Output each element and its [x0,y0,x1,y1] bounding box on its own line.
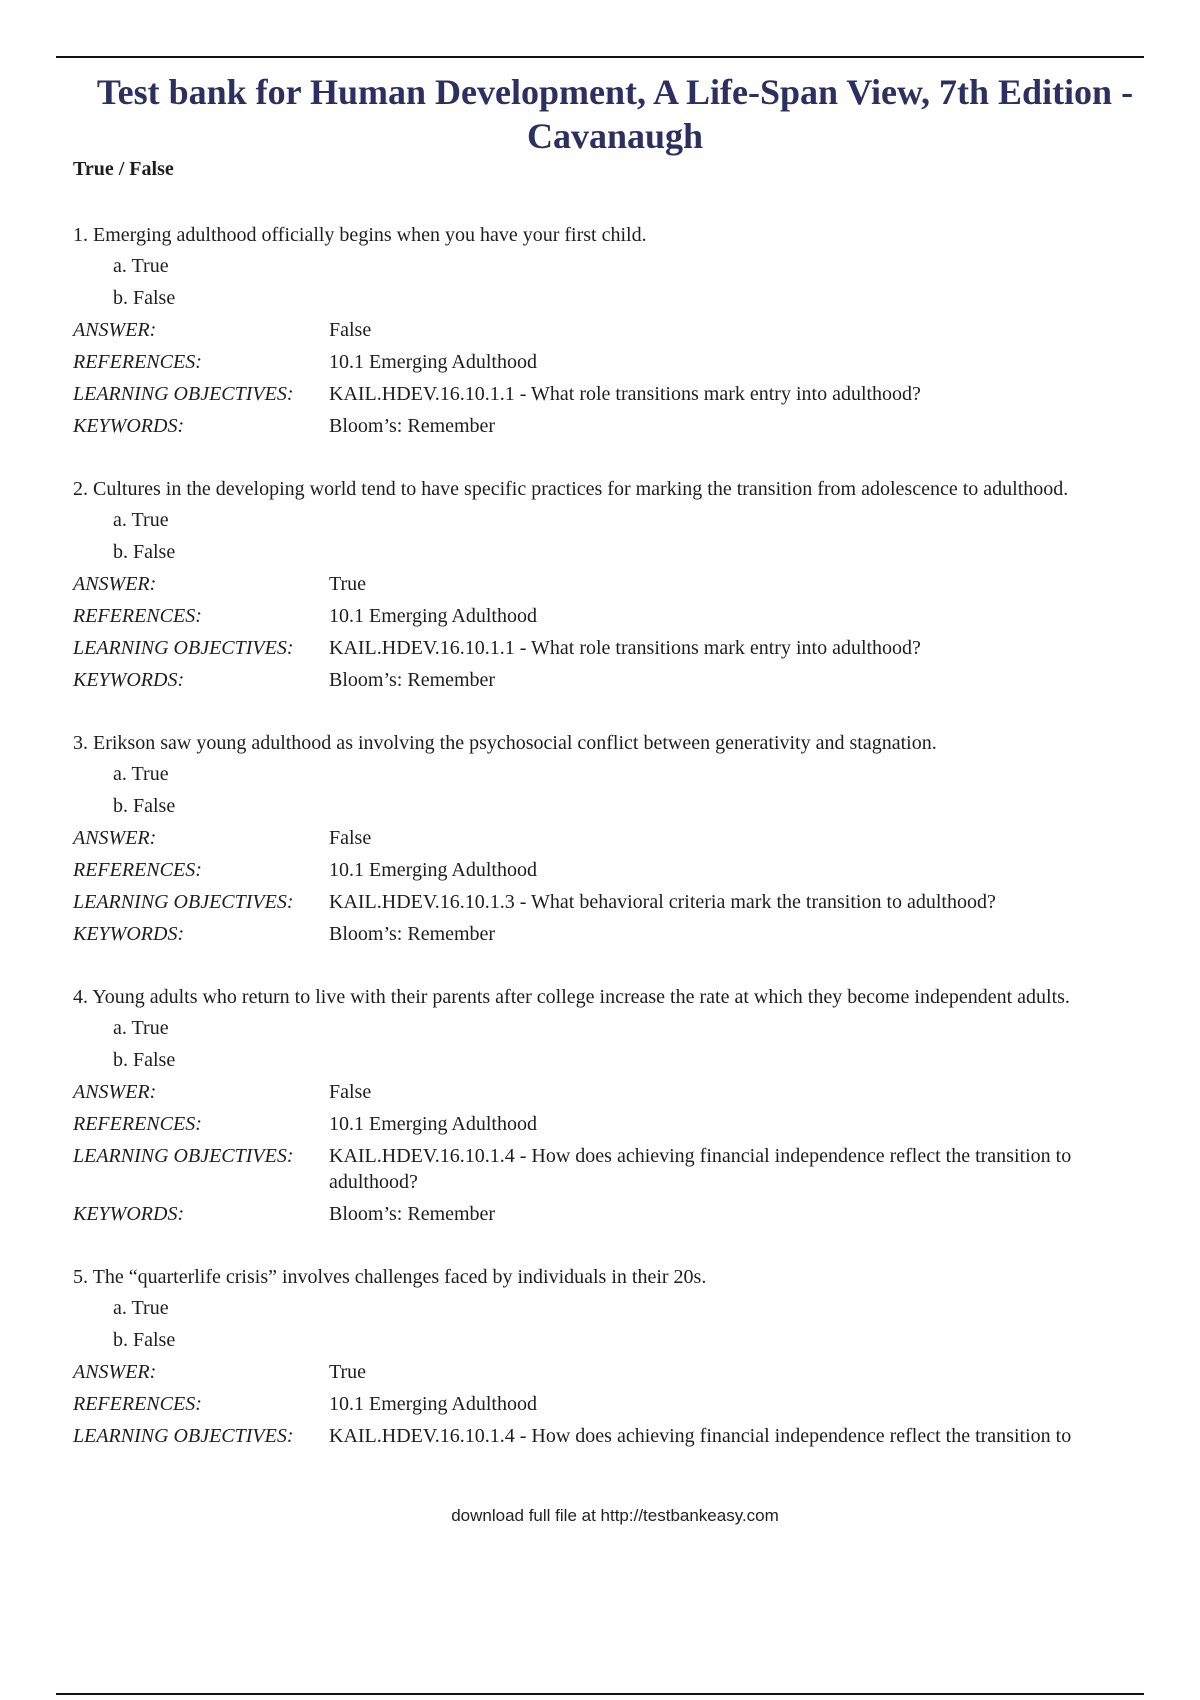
keywords-value: Bloom’s: Remember [329,1203,496,1225]
keywords-label: KEYWORDS: [73,669,185,691]
keywords-label: KEYWORDS: [73,923,185,945]
question-text: 5. The “quarterlife crisis” involves challenges faced by individuals in their 20s. [73,1266,707,1288]
answer-label: ANSWER: [73,1361,157,1383]
question-5 [73,1264,1153,1452]
bottom-rule [56,1693,1144,1695]
option-a: a. True [113,255,169,277]
option-a: a. True [113,763,169,785]
learning-objectives-label: LEARNING OBJECTIVES: [73,1425,294,1447]
answer-label: ANSWER: [73,1081,157,1103]
keywords-row [73,918,1153,950]
question-text: 3. Erikson saw young adulthood as involving the psychosocial conflict between generativity and stagnation. [73,732,937,754]
question-2 [73,476,1153,696]
keywords-row [73,1198,1153,1230]
learning-objectives-value: KAIL.HDEV.16.10.1.4 - How does achieving financial independence reflect the transition to adulthood? [329,1145,1072,1193]
keywords-row [73,410,1153,442]
references-label: REFERENCES: [73,1393,202,1415]
references-label: REFERENCES: [73,1113,202,1135]
answer-label: ANSWER: [73,827,157,849]
learning-objectives-row [73,1420,1153,1452]
document-title: Test bank for Human Development, A Life-Span View, 7th Edition - Cavanaugh [96,72,1134,156]
answer-row [73,1076,1153,1108]
answer-value: False [329,827,372,849]
question-text: 1. Emerging adulthood officially begins when you have your first child. [73,224,647,246]
references-label: REFERENCES: [73,859,202,881]
keywords-label: KEYWORDS: [73,415,185,437]
references-row [73,854,1153,886]
question-3 [73,730,1153,950]
learning-objectives-value: KAIL.HDEV.16.10.1.3 - What behavioral criteria mark the transition to adulthood? [329,891,996,913]
references-row [73,1108,1153,1140]
answer-row [73,314,1153,346]
references-row [73,600,1153,632]
keywords-label: KEYWORDS: [73,1203,185,1225]
question-1 [73,222,1153,442]
question-list [73,222,1153,1486]
references-row [73,346,1153,378]
answer-label: ANSWER: [73,319,157,341]
learning-objectives-value: KAIL.HDEV.16.10.1.1 - What role transitions mark entry into adulthood? [329,637,921,659]
answer-row [73,822,1153,854]
option-b: b. False [113,287,176,309]
learning-objectives-row [73,632,1153,664]
references-value: 10.1 Emerging Adulthood [329,351,537,373]
keywords-row [73,664,1153,696]
learning-objectives-label: LEARNING OBJECTIVES: [73,637,294,659]
keywords-value: Bloom’s: Remember [329,923,496,945]
answer-value: True [329,573,367,595]
option-a: a. True [113,1017,169,1039]
answer-value: False [329,1081,372,1103]
option-a: a. True [113,509,169,531]
option-b: b. False [113,541,176,563]
download-footer: download full file at http://testbankeasy.com [451,1506,779,1525]
learning-objectives-row [73,378,1153,410]
references-row [73,1388,1153,1420]
keywords-value: Bloom’s: Remember [329,669,496,691]
keywords-value: Bloom’s: Remember [329,415,496,437]
learning-objectives-row [73,886,1153,918]
answer-row [73,568,1153,600]
references-value: 10.1 Emerging Adulthood [329,1393,537,1415]
learning-objectives-label: LEARNING OBJECTIVES: [73,383,294,405]
answer-value: True [329,1361,367,1383]
learning-objectives-label: LEARNING OBJECTIVES: [73,1145,294,1167]
references-value: 10.1 Emerging Adulthood [329,605,537,627]
references-value: 10.1 Emerging Adulthood [329,1113,537,1135]
option-b: b. False [113,795,176,817]
top-rule [56,56,1144,58]
option-b: b. False [113,1329,176,1351]
references-label: REFERENCES: [73,351,202,373]
answer-label: ANSWER: [73,573,157,595]
learning-objectives-label: LEARNING OBJECTIVES: [73,891,294,913]
answer-value: False [329,319,372,341]
option-a: a. True [113,1297,169,1319]
question-text: 4. Young adults who return to live with their parents after college increase the rate at which they become independent adults. [73,986,1070,1008]
question-4 [73,984,1153,1230]
references-label: REFERENCES: [73,605,202,627]
learning-objectives-row [73,1140,1153,1198]
learning-objectives-value: KAIL.HDEV.16.10.1.4 - How does achieving financial independence reflect the transition to [329,1425,1072,1447]
section-heading: True / False [73,158,174,180]
question-text: 2. Cultures in the developing world tend to have specific practices for marking the transition from adolescence to adulthood. [73,478,1069,500]
learning-objectives-value: KAIL.HDEV.16.10.1.1 - What role transitions mark entry into adulthood? [329,383,921,405]
references-value: 10.1 Emerging Adulthood [329,859,537,881]
option-b: b. False [113,1049,176,1071]
answer-row [73,1356,1153,1388]
